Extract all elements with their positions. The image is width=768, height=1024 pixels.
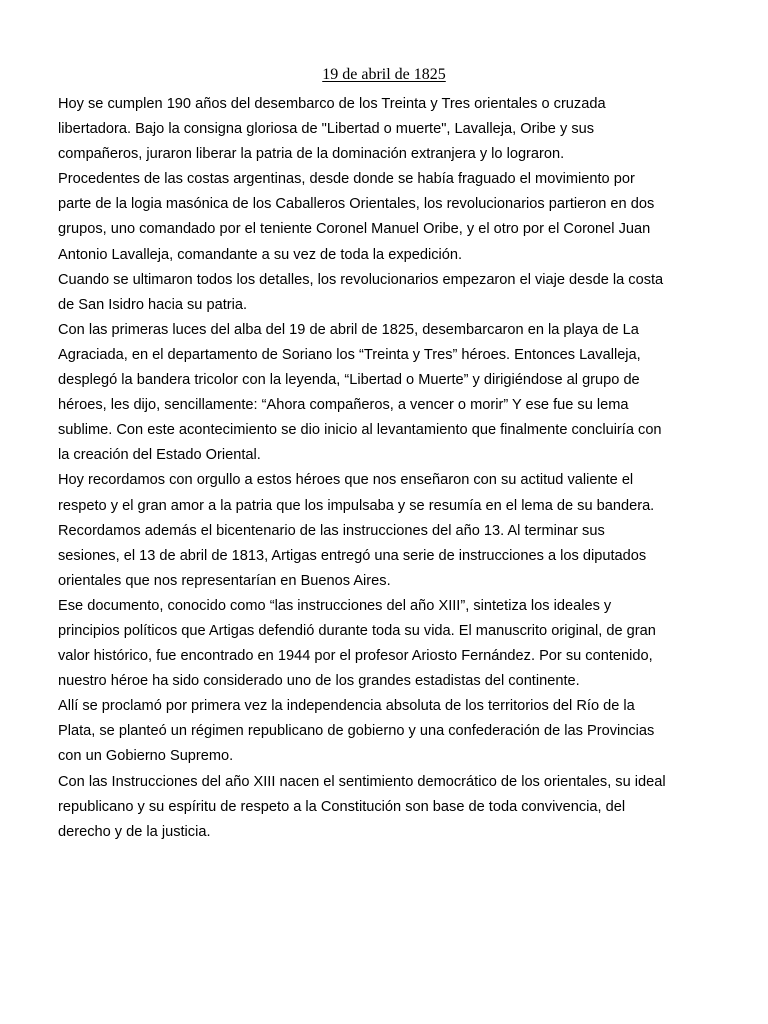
body-line: compañeros, juraron liberar la patria de la dominación extranjera y lo lograron. (58, 146, 565, 163)
body-line: Plata, se planteó un régimen republicano de gobierno y una confederación de las Provincias (58, 723, 655, 740)
body-line: con un Gobierno Supremo. (58, 748, 234, 765)
document-title-text: 19 de abril de 1825 (322, 66, 446, 83)
body-line: parte de la logia masónica de los Caballeros Orientales, los revolucionarios partieron en dos (58, 196, 655, 213)
body-line: la creación del Estado Oriental. (58, 447, 261, 464)
body-line: Cuando se ultimaron todos los detalles, los revolucionarios empezaron el viaje desde la costa (58, 271, 664, 288)
body-line: de San Isidro hacia su patria. (58, 296, 248, 313)
body-line: Con las Instrucciones del año XIII nacen el sentimiento democrático de los orientales, su ideal (58, 773, 666, 790)
body-line: Hoy recordamos con orgullo a estos héroes que nos enseñaron con su actitud valiente el (58, 472, 634, 489)
body-line: Hoy se cumplen 190 años del desembarco de los Treinta y Tres orientales o cruzada (58, 96, 606, 112)
body-line: Antonio Lavalleja, comandante a su vez de toda la expedición. (58, 246, 463, 263)
body-line: Allí se proclamó por primera vez la independencia absoluta de los territorios del Río de la (58, 698, 635, 715)
body-line: libertadora. Bajo la consigna gloriosa de "Libertad o muerte", Lavalleja, Oribe y sus (58, 121, 595, 138)
body-line: valor histórico, fue encontrado en 1944 por el profesor Ariosto Fernández. Por su contenido, (58, 648, 653, 665)
body-line: orientales que nos representarían en Buenos Aires. (58, 572, 391, 589)
body-line: grupos, uno comandado por el teniente Coronel Manuel Oribe, y el otro por el Coronel Juan (58, 221, 651, 238)
body-line: nuestro héroe ha sido considerado uno de los grandes estadistas del continente. (58, 673, 580, 690)
body-line: héroes, les dijo, sencillamente: “Ahora compañeros, a vencer o morir” Y ese fue su lema (58, 397, 629, 414)
body-line: sublime. Con este acontecimiento se dio inicio al levantamiento que finalmente concluiría con (58, 422, 662, 439)
body-line: respeto y el gran amor a la patria que los impulsaba y se resumía en el lema de su bandera. (58, 497, 655, 514)
body-line: Procedentes de las costas argentinas, desde donde se había fraguado el movimiento por (58, 171, 635, 188)
body-line: Ese documento, conocido como “las instrucciones del año XIII”, sintetiza los ideales y (58, 597, 612, 614)
body-line: Recordamos además el bicentenario de las instrucciones del año 13. Al terminar sus (58, 522, 605, 539)
body-line: republicano y su espíritu de respeto a la Constitución son base de toda convivencia, del (58, 798, 626, 815)
body-line: Agraciada, en el departamento de Soriano los “Treinta y Tres” héroes. Entonces Lavalleja, (58, 346, 641, 363)
body-line: desplegó la bandera tricolor con la leyenda, “Libertad o Muerte” y dirigiéndose al grupo de (58, 372, 640, 389)
body-line: principios políticos que Artigas defendió durante toda su vida. El manuscrito original, de gran (58, 622, 656, 639)
body-line: derecho y de la justicia. (58, 823, 211, 840)
body-line: Con las primeras luces del alba del 19 de abril de 1825, desembarcaron en la playa de La (58, 321, 639, 338)
document-title (0, 64, 768, 86)
body-line: sesiones, el 13 de abril de 1813, Artigas entregó una serie de instrucciones a los diputados (58, 547, 647, 564)
document-body (58, 92, 708, 845)
